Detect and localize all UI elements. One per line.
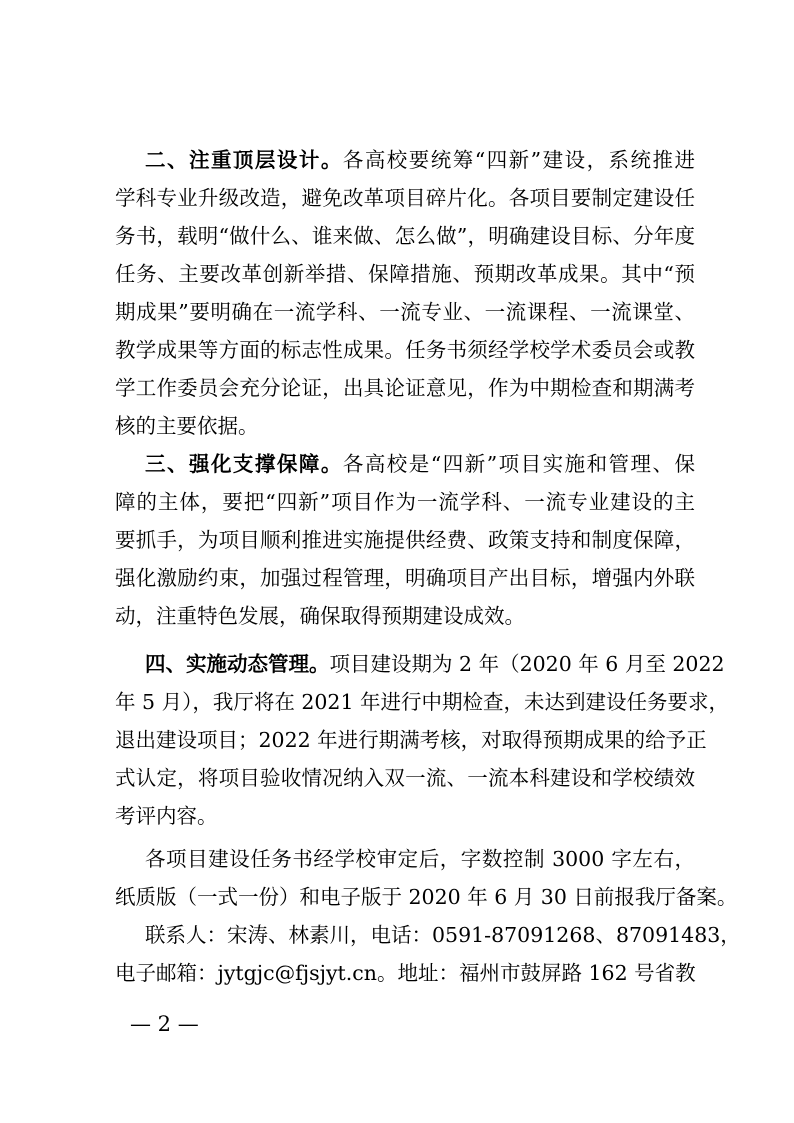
section-2-line: 学工作委员会充分论证，出具论证意见，作为中期检查和期满考 — [115, 376, 695, 400]
section-4-line: 式认定，将项目验收情况纳入双一流、一流本科建设和学校绩效 — [115, 766, 695, 790]
section-2-line: 学科专业升级改造，避免改革项目碎片化。各项目要制定建设任 — [115, 186, 695, 210]
section-2-heading: 二、注重顶层设计。 — [145, 148, 343, 172]
section-2-line: 期成果”要明确在一流学科、一流专业、一流课程、一流课堂、 — [115, 300, 695, 324]
section-3-line: 障的主体，要把“四新”项目作为一流学科、一流专业建设的主 — [115, 490, 695, 514]
section-3-line: 要抓手，为项目顺利推进实施提供经费、政策支持和制度保障， — [115, 528, 695, 552]
contact-line: 电子邮箱：jytgjc@fjsjyt.cn。地址：福州市鼓屏路 162 号省教 — [115, 961, 696, 985]
paragraph-5-line: 各项目建设任务书经学校审定后，字数控制 3000 字左右， — [145, 847, 695, 871]
section-4-line: 退出建设项目；2022 年进行期满考核，对取得预期成果的给予正 — [115, 728, 707, 752]
section-4-line: 年 5 月），我厅将在 2021 年进行中期检查，未达到建设任务要求， — [115, 690, 730, 714]
paragraph-5-line: 纸质版（一式一份）和电子版于 2020 年 6 月 30 日前报我厅备案。 — [115, 885, 738, 909]
contact-line: 联系人：宋涛、林素川，电话：0591-87091268、87091483， — [145, 923, 741, 947]
section-3-first-line — [145, 452, 695, 476]
section-3-text: 各高校是“四新”项目实施和管理、保 — [342, 452, 696, 476]
section-2-first-line — [145, 148, 695, 172]
section-3-line: 强化激励约束，加强过程管理，明确项目产出目标，增强内外联 — [115, 566, 695, 590]
section-2-line: 教学成果等方面的标志性成果。任务书须经学校学术委员会或教 — [115, 338, 695, 362]
section-2-line: 务书，载明“做什么、谁来做、怎么做”，明确建设目标、分年度 — [115, 224, 695, 248]
section-4-first-line — [145, 652, 725, 676]
section-2-line: 核的主要依据。 — [115, 414, 259, 438]
section-2-line: 任务、主要改革创新举措、保障措施、预期改革成果。其中“预 — [115, 262, 695, 286]
section-3-line: 动，注重特色发展，确保取得预期建设成效。 — [115, 604, 525, 628]
page-number: — 2 — — [130, 1012, 199, 1036]
section-4-heading: 四、实施动态管理。 — [145, 652, 330, 676]
section-4-line: 考评内容。 — [115, 804, 218, 828]
section-4-text: 项目建设期为 2 年（2020 年 6 月至 2022 — [329, 652, 725, 676]
section-2-text: 各高校要统筹“四新”建设，系统推进 — [342, 148, 696, 172]
section-3-heading: 三、强化支撑保障。 — [145, 452, 343, 476]
